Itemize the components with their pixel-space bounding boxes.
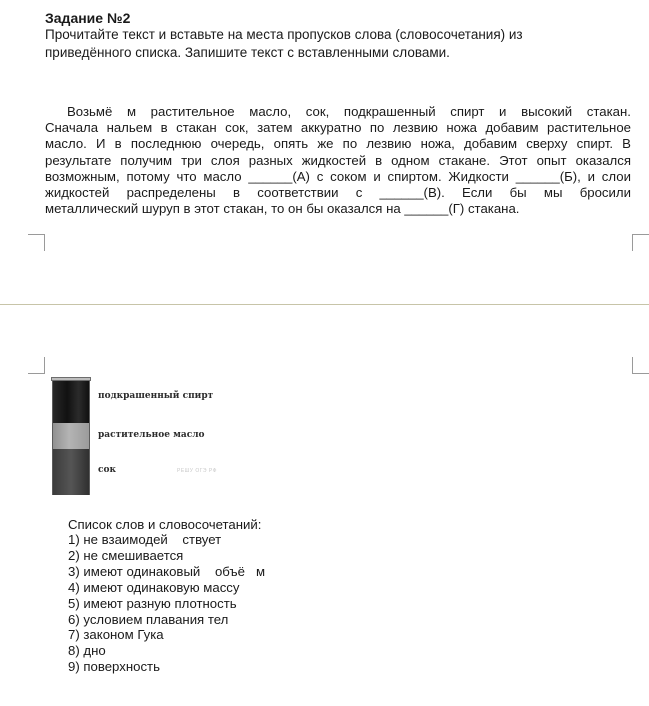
text-word: Жидкости	[448, 168, 509, 184]
text-word: сверху	[526, 136, 568, 152]
text-word: сок,	[305, 104, 330, 119]
text-word: масло	[203, 168, 242, 184]
text-word: опять	[273, 136, 309, 152]
instruction-line: приведённого списка. Запишите текст с вставленными словами.	[45, 45, 450, 60]
list-item: 9) поверхность	[68, 659, 160, 675]
text-word: подкрашенный	[343, 104, 436, 119]
text-word: три	[181, 152, 202, 168]
page-corner-mark	[28, 234, 45, 251]
text-word: ножа,	[420, 136, 455, 152]
text-word: растительное	[150, 104, 235, 119]
text-word: ______(В).	[379, 185, 445, 201]
text-word: мы	[543, 185, 563, 201]
instruction-line: Прочитайте текст и вставьте на места пропусков слова (словосочетания) из	[45, 27, 523, 42]
text-word: Если	[462, 185, 493, 201]
text-word: в	[375, 152, 383, 168]
list-item: 6) условием плавания тел	[68, 611, 229, 627]
text-word: стакане.	[438, 152, 491, 168]
list-item: 8) дно	[68, 643, 106, 659]
text-word: спиртом.	[387, 168, 442, 184]
text-word: лезвию	[392, 120, 438, 136]
page-divider	[0, 304, 649, 305]
word-list	[68, 532, 265, 675]
text-word: и	[587, 168, 595, 184]
text-word: Этот	[499, 152, 528, 168]
text-word: растительное	[547, 120, 631, 136]
label-vegetable-oil: растительное масло	[98, 430, 205, 440]
text-word: И	[96, 136, 106, 152]
text-word: этот	[194, 201, 224, 217]
page-corner-mark	[632, 234, 649, 251]
alcohol-layer	[52, 379, 90, 423]
task-title: Задание №2	[45, 10, 131, 26]
text-word: нальем	[106, 120, 153, 136]
text-word: Сначала	[45, 120, 99, 136]
text-word: потому	[126, 168, 170, 184]
text-word: металлический	[45, 201, 142, 217]
text-line	[45, 169, 631, 185]
text-word: по	[369, 120, 385, 136]
text-word: Возьмё	[45, 104, 113, 119]
text-word: в	[160, 120, 168, 136]
text-word: распределены	[126, 185, 216, 201]
text-word: масло.	[45, 136, 87, 152]
text-word: затем	[257, 120, 293, 136]
label-colored-alcohol: подкрашенный спирт	[98, 391, 214, 401]
text-word: с	[355, 185, 363, 201]
text-word: стакана.	[467, 201, 520, 217]
text-word: аккуратно	[300, 120, 362, 136]
glass-with-layers-image	[52, 379, 90, 495]
text-word: бросили	[579, 185, 631, 201]
watermark: РЕШУ ОГЭ РФ	[177, 468, 217, 474]
text-word: и	[499, 104, 507, 119]
glass-edge	[52, 379, 53, 495]
text-word: высокий	[521, 104, 573, 119]
text-word: В	[622, 136, 631, 152]
text-line	[45, 136, 631, 152]
text-word: спирт	[450, 104, 485, 119]
text-word: последнюю	[130, 136, 202, 152]
text-word: добавим	[464, 136, 518, 152]
text-word: спирт.	[576, 136, 613, 152]
text-word: м	[126, 104, 137, 119]
text-line	[45, 185, 631, 201]
text-line	[45, 104, 631, 120]
text-word: результате	[45, 152, 112, 168]
text-word: шуруп	[141, 201, 184, 217]
text-word: добавим	[485, 120, 539, 136]
text-word: бы	[306, 201, 328, 217]
text-word: слоя	[210, 152, 240, 168]
label-juice: сок	[98, 465, 116, 475]
text-word: и	[373, 168, 381, 184]
text-word: на	[386, 201, 405, 217]
page-corner-mark	[632, 357, 649, 374]
text-word: разных	[248, 152, 293, 168]
text-word: же	[317, 136, 334, 152]
juice-layer	[52, 449, 90, 495]
text-word: соком	[330, 168, 367, 184]
text-word: жидкостей	[45, 185, 110, 201]
text-word: ______(Б),	[515, 168, 581, 184]
text-word: оказался	[327, 201, 387, 217]
text-word: с	[316, 168, 324, 184]
oil-layer	[52, 423, 90, 449]
glass-edge	[89, 379, 90, 495]
list-item: 4) имеют одинаковую массу	[68, 579, 240, 595]
text-word: сок,	[225, 120, 249, 136]
text-word: одном	[391, 152, 430, 168]
text-word: очередь,	[210, 136, 265, 152]
text-word: ножа	[446, 120, 478, 136]
text-word: что	[176, 168, 197, 184]
text-word: стакан	[176, 120, 217, 136]
list-item: 3) имеют одинаковый объё м	[68, 563, 266, 579]
list-item: 7) законом Гука	[68, 627, 164, 643]
text-word: в	[183, 201, 195, 217]
text-word: в	[114, 136, 122, 152]
text-line	[45, 201, 631, 217]
gap-fill-text	[45, 104, 631, 217]
text-word: возможным,	[45, 168, 120, 184]
text-line	[45, 120, 631, 136]
text-word: лезвию	[366, 136, 412, 152]
text-word: ______(А)	[248, 168, 310, 184]
text-word: он	[288, 201, 307, 217]
text-word: опыт	[536, 152, 567, 168]
list-item: 1) не взаимодей ствует	[68, 532, 222, 547]
text-word: оказался	[575, 152, 631, 168]
task-instruction	[45, 26, 605, 62]
text-word: бы	[509, 185, 527, 201]
glass-rim	[51, 377, 91, 381]
text-word: слои	[601, 168, 631, 184]
text-word: получим	[120, 152, 173, 168]
text-word: в	[233, 185, 241, 201]
page-corner-mark	[28, 357, 45, 374]
word-list-heading: Список слов и словосочетаний:	[68, 517, 262, 532]
text-word: ______(Г)	[404, 201, 468, 217]
text-word: жидкостей	[301, 152, 367, 168]
text-word: масло,	[249, 104, 292, 119]
text-word: стакан,	[223, 201, 272, 217]
text-word: то	[271, 201, 289, 217]
list-item: 2) не смешивается	[68, 547, 184, 563]
text-word: соответствии	[257, 185, 339, 201]
list-item: 5) имеют разную плотность	[68, 595, 237, 611]
text-word: по	[342, 136, 358, 152]
text-word: стакан.	[586, 104, 631, 119]
text-line	[45, 153, 631, 169]
